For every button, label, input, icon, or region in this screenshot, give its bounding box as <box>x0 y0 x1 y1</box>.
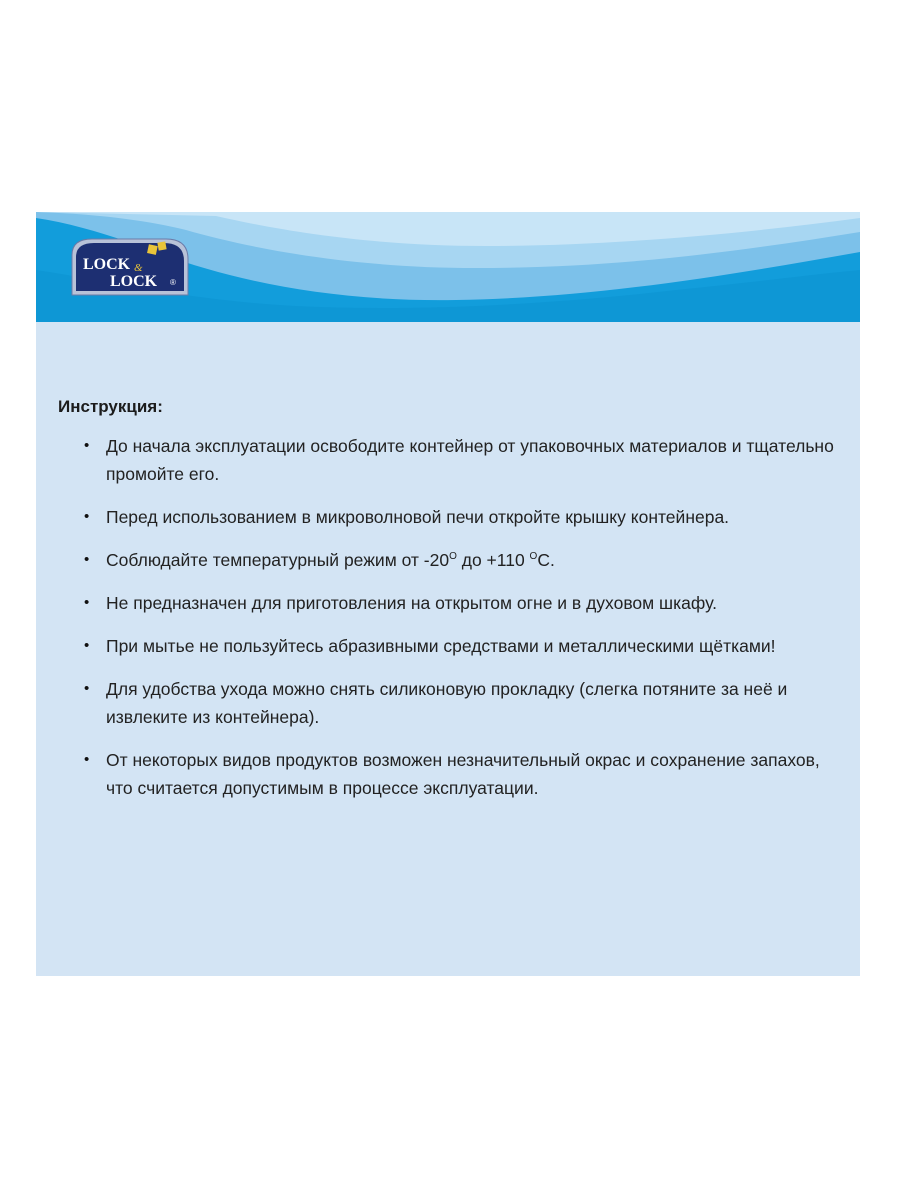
list-item: • До начала эксплуатации освободите контейнер от упаковочных материалов и тщательно промойте его. <box>58 432 848 488</box>
list-item: • Для удобства ухода можно снять силиконовую прокладку (слегка потяните за неё и извлеките из контейнера). <box>58 675 848 731</box>
bullet-icon: • <box>84 680 90 697</box>
list-item: • Перед использованием в микроволновой печи откройте крышку контейнера. <box>58 503 848 531</box>
bullet-icon: • <box>84 637 90 654</box>
instructions-list <box>58 432 848 802</box>
logo-ampersand: & <box>134 262 143 274</box>
instructions-heading: Инструкция: <box>58 397 163 416</box>
instruction-card <box>36 212 860 976</box>
list-item: • Не предназначен для приготовления на открытом огне и в духовом шкафу. <box>58 589 848 617</box>
logo-text-line2: LOCK <box>110 273 158 290</box>
instructions-section <box>58 396 848 817</box>
list-item: • От некоторых видов продуктов возможен незначительный окрас и сохранение запахов, что считается допустимым в процессе эксплуатации. <box>58 746 848 802</box>
logo-registered-mark: ® <box>170 278 176 287</box>
degree-mark: О <box>529 551 538 563</box>
header-banner <box>36 212 860 322</box>
bullet-icon: • <box>84 594 90 611</box>
bullet-icon: • <box>84 508 90 525</box>
lock-and-lock-logo <box>70 233 192 297</box>
bullet-icon: • <box>84 551 90 568</box>
bullet-icon: • <box>84 437 90 454</box>
degree-mark: О <box>449 551 457 563</box>
list-item: • При мытье не пользуйтесь абразивными средствами и металлическими щётками! <box>58 632 848 660</box>
logo-text-line1: LOCK <box>83 256 131 273</box>
list-item: • Соблюдайте температурный режим от $-20^О$ до +110 $^О$С. <box>58 546 848 574</box>
bullet-icon: • <box>84 751 90 768</box>
